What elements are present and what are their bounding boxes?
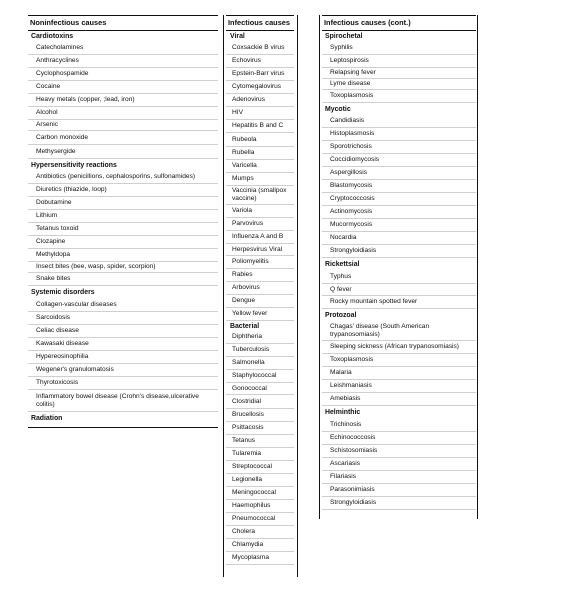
- list-item: Epstein-Barr virus: [226, 68, 294, 81]
- list-item: Alcohol: [28, 107, 218, 120]
- list-item: Sarcoidosis: [28, 312, 218, 325]
- list-item: Gonococcal: [226, 383, 294, 395]
- list-item: Adenovirus: [226, 94, 294, 107]
- infectious-list: [226, 31, 294, 565]
- list-item: Yellow fever: [226, 308, 294, 321]
- list-item: Psittacosis: [226, 422, 294, 435]
- list-item: Toxoplasmosis: [322, 90, 476, 103]
- list-item: Blastomycosis: [322, 180, 476, 193]
- list-item: Relapsing fever: [322, 68, 476, 79]
- list-item: Leptospirosis: [322, 55, 476, 68]
- list-item: Vaccinia (smallpox vaccine): [226, 186, 294, 205]
- list-item: Chagas' disease (South American trypanosomiasis): [322, 321, 476, 341]
- list-item: Ascariasis: [322, 458, 476, 471]
- list-item: Methysergide: [28, 145, 218, 159]
- list-item: Dengue: [226, 295, 294, 308]
- list-item: Salmonella: [226, 357, 294, 370]
- list-item: Celiac disease: [28, 325, 218, 338]
- list-item: Staphylococcal: [226, 370, 294, 383]
- list-item: Rabies: [226, 269, 294, 282]
- list-item: Arsenic: [28, 120, 218, 131]
- section-heading: Mycotic: [325, 105, 351, 113]
- list-item: Antibiotics (penicillions, cephalosporins, sulfonamides): [28, 171, 218, 184]
- list-item: Inflammatory bowel disease (Crohn's disease,ulcerative colitis): [28, 390, 218, 412]
- list-item: Collagen-vascular diseases: [28, 299, 218, 312]
- infectious-cont-list: [322, 31, 476, 510]
- list-item: Echinococcosis: [322, 432, 476, 445]
- section-heading: Protozoal: [325, 311, 357, 319]
- list-item: Amebiasis: [322, 393, 476, 406]
- section-heading: Viral: [230, 33, 245, 40]
- list-item: Sporotrichosis: [322, 141, 476, 154]
- list-item: Lyme disease: [322, 79, 476, 90]
- list-item: Cyclophospamide: [28, 68, 218, 81]
- column-divider: [297, 15, 298, 577]
- list-item: HIV: [226, 107, 294, 120]
- list-item: Rubeola: [226, 133, 294, 147]
- list-item: Malaria: [322, 367, 476, 380]
- list-item: Actinomycosis: [322, 206, 476, 219]
- list-item: Mucormycosis: [322, 219, 476, 232]
- list-item: Cytomegalovirus: [226, 81, 294, 94]
- list-item: Schistosomiasis: [322, 445, 476, 458]
- list-item: Anthracyclines: [28, 55, 218, 68]
- list-item: Parasonimiasis: [322, 484, 476, 497]
- section-heading: Spirochetal: [325, 33, 363, 40]
- column-divider: [319, 15, 320, 519]
- list-item: Snake bites: [28, 273, 218, 286]
- infectious-column: [226, 15, 294, 565]
- list-item: Parvovirus: [226, 218, 294, 231]
- list-item: Tularemia: [226, 448, 294, 461]
- list-item: Nocardia: [322, 232, 476, 245]
- list-item: Filariasis: [322, 471, 476, 484]
- list-item: Heavy metals (copper, ;lead, iron): [28, 94, 218, 107]
- list-item: Q fever: [322, 284, 476, 296]
- list-item: Strongyloidiasis: [322, 497, 476, 510]
- list-item: Hypereosinophilia: [28, 351, 218, 364]
- column-divider: [223, 15, 224, 577]
- list-item: Aspergillosis: [322, 167, 476, 180]
- list-item: Thyrotoxicosis: [28, 377, 218, 390]
- column-divider: [477, 15, 478, 519]
- list-item: Wegener's granulomatosis: [28, 364, 218, 377]
- list-item: Brucellosis: [226, 409, 294, 422]
- list-item: Histoplasmosis: [322, 128, 476, 141]
- table-end-rule: [28, 427, 218, 428]
- list-item: Clostridial: [226, 395, 294, 409]
- list-item: Methyldopa: [28, 249, 218, 262]
- list-item: Echovirus: [226, 55, 294, 68]
- list-item: Influenza A and B: [226, 231, 294, 244]
- list-item: Variola: [226, 205, 294, 218]
- list-item: Pneumococcal: [226, 513, 294, 526]
- infectious-cont-column: [322, 15, 476, 510]
- list-item: Mycoplasma: [226, 552, 294, 565]
- section-heading: Cardiotoxins: [31, 33, 74, 40]
- list-item: Catecholamines: [28, 42, 218, 55]
- list-item: Typhus: [322, 271, 476, 284]
- section-heading: Bacterial: [230, 322, 260, 330]
- section-heading: Helminthic: [325, 409, 361, 416]
- list-item: Leishmaniasis: [322, 380, 476, 393]
- list-item: Rocky mountain spotted fever: [322, 296, 476, 309]
- list-item: Sleeping sickness (African trypanosomiasis): [322, 341, 476, 354]
- list-item: Dobutamine: [28, 197, 218, 210]
- list-item: Clozapine: [28, 236, 218, 249]
- list-item: Syphilis: [322, 42, 476, 55]
- list-item: Candidiasis: [322, 115, 476, 128]
- list-item: Diphtheria: [226, 331, 294, 344]
- list-item: Meningococcal: [226, 487, 294, 500]
- list-item: Chlamydia: [226, 539, 294, 552]
- list-item: Cryptococcosis: [322, 193, 476, 206]
- section-heading: Rickettsial: [325, 261, 360, 268]
- list-item: Varicella: [226, 160, 294, 173]
- list-item: Insect bites (bee, wasp, spider, scorpion): [28, 262, 218, 273]
- list-item: Legionella: [226, 474, 294, 487]
- list-item: Mumps: [226, 173, 294, 186]
- list-item: Kawasaki disease: [28, 338, 218, 351]
- list-item: Tetanus: [226, 435, 294, 448]
- list-item: Tetanus toxoid: [28, 223, 218, 236]
- column-header: Infectious causes: [226, 15, 294, 31]
- list-item: Carbon monoxide: [28, 131, 218, 145]
- list-item: Cocaine: [28, 81, 218, 94]
- list-item: Herpesvirus Viral: [226, 244, 294, 256]
- list-item: Streptococcal: [226, 461, 294, 474]
- section-heading: Hypersensitivity reactions: [31, 161, 117, 169]
- list-item: Arbovirus: [226, 282, 294, 295]
- list-item: Hepatitis B and C: [226, 120, 294, 133]
- list-item: Haemophilus: [226, 500, 294, 513]
- noninfectious-column: [28, 15, 218, 424]
- list-item: Rubella: [226, 147, 294, 160]
- list-item: Trichinosis: [322, 419, 476, 432]
- list-item: Lithium: [28, 210, 218, 223]
- section-heading: Systemic disorders: [31, 289, 95, 296]
- list-item: Coccidiomycosis: [322, 154, 476, 167]
- list-item: Strongyloidiasis: [322, 245, 476, 258]
- list-item: Toxoplasmosis: [322, 354, 476, 367]
- column-header: Noninfectious causes: [28, 15, 218, 31]
- list-item: Poliomyelitis: [226, 256, 294, 269]
- list-item: Cholera: [226, 526, 294, 539]
- list-item: Coxsackie B virus: [226, 42, 294, 55]
- list-item: Tuberculosis: [226, 344, 294, 357]
- column-header: Infectious causes (cont.): [322, 15, 476, 31]
- noninfectious-list: [28, 31, 218, 424]
- list-item: Diuretics (thiazide, loop): [28, 184, 218, 197]
- section-heading: Radiation: [31, 414, 63, 422]
